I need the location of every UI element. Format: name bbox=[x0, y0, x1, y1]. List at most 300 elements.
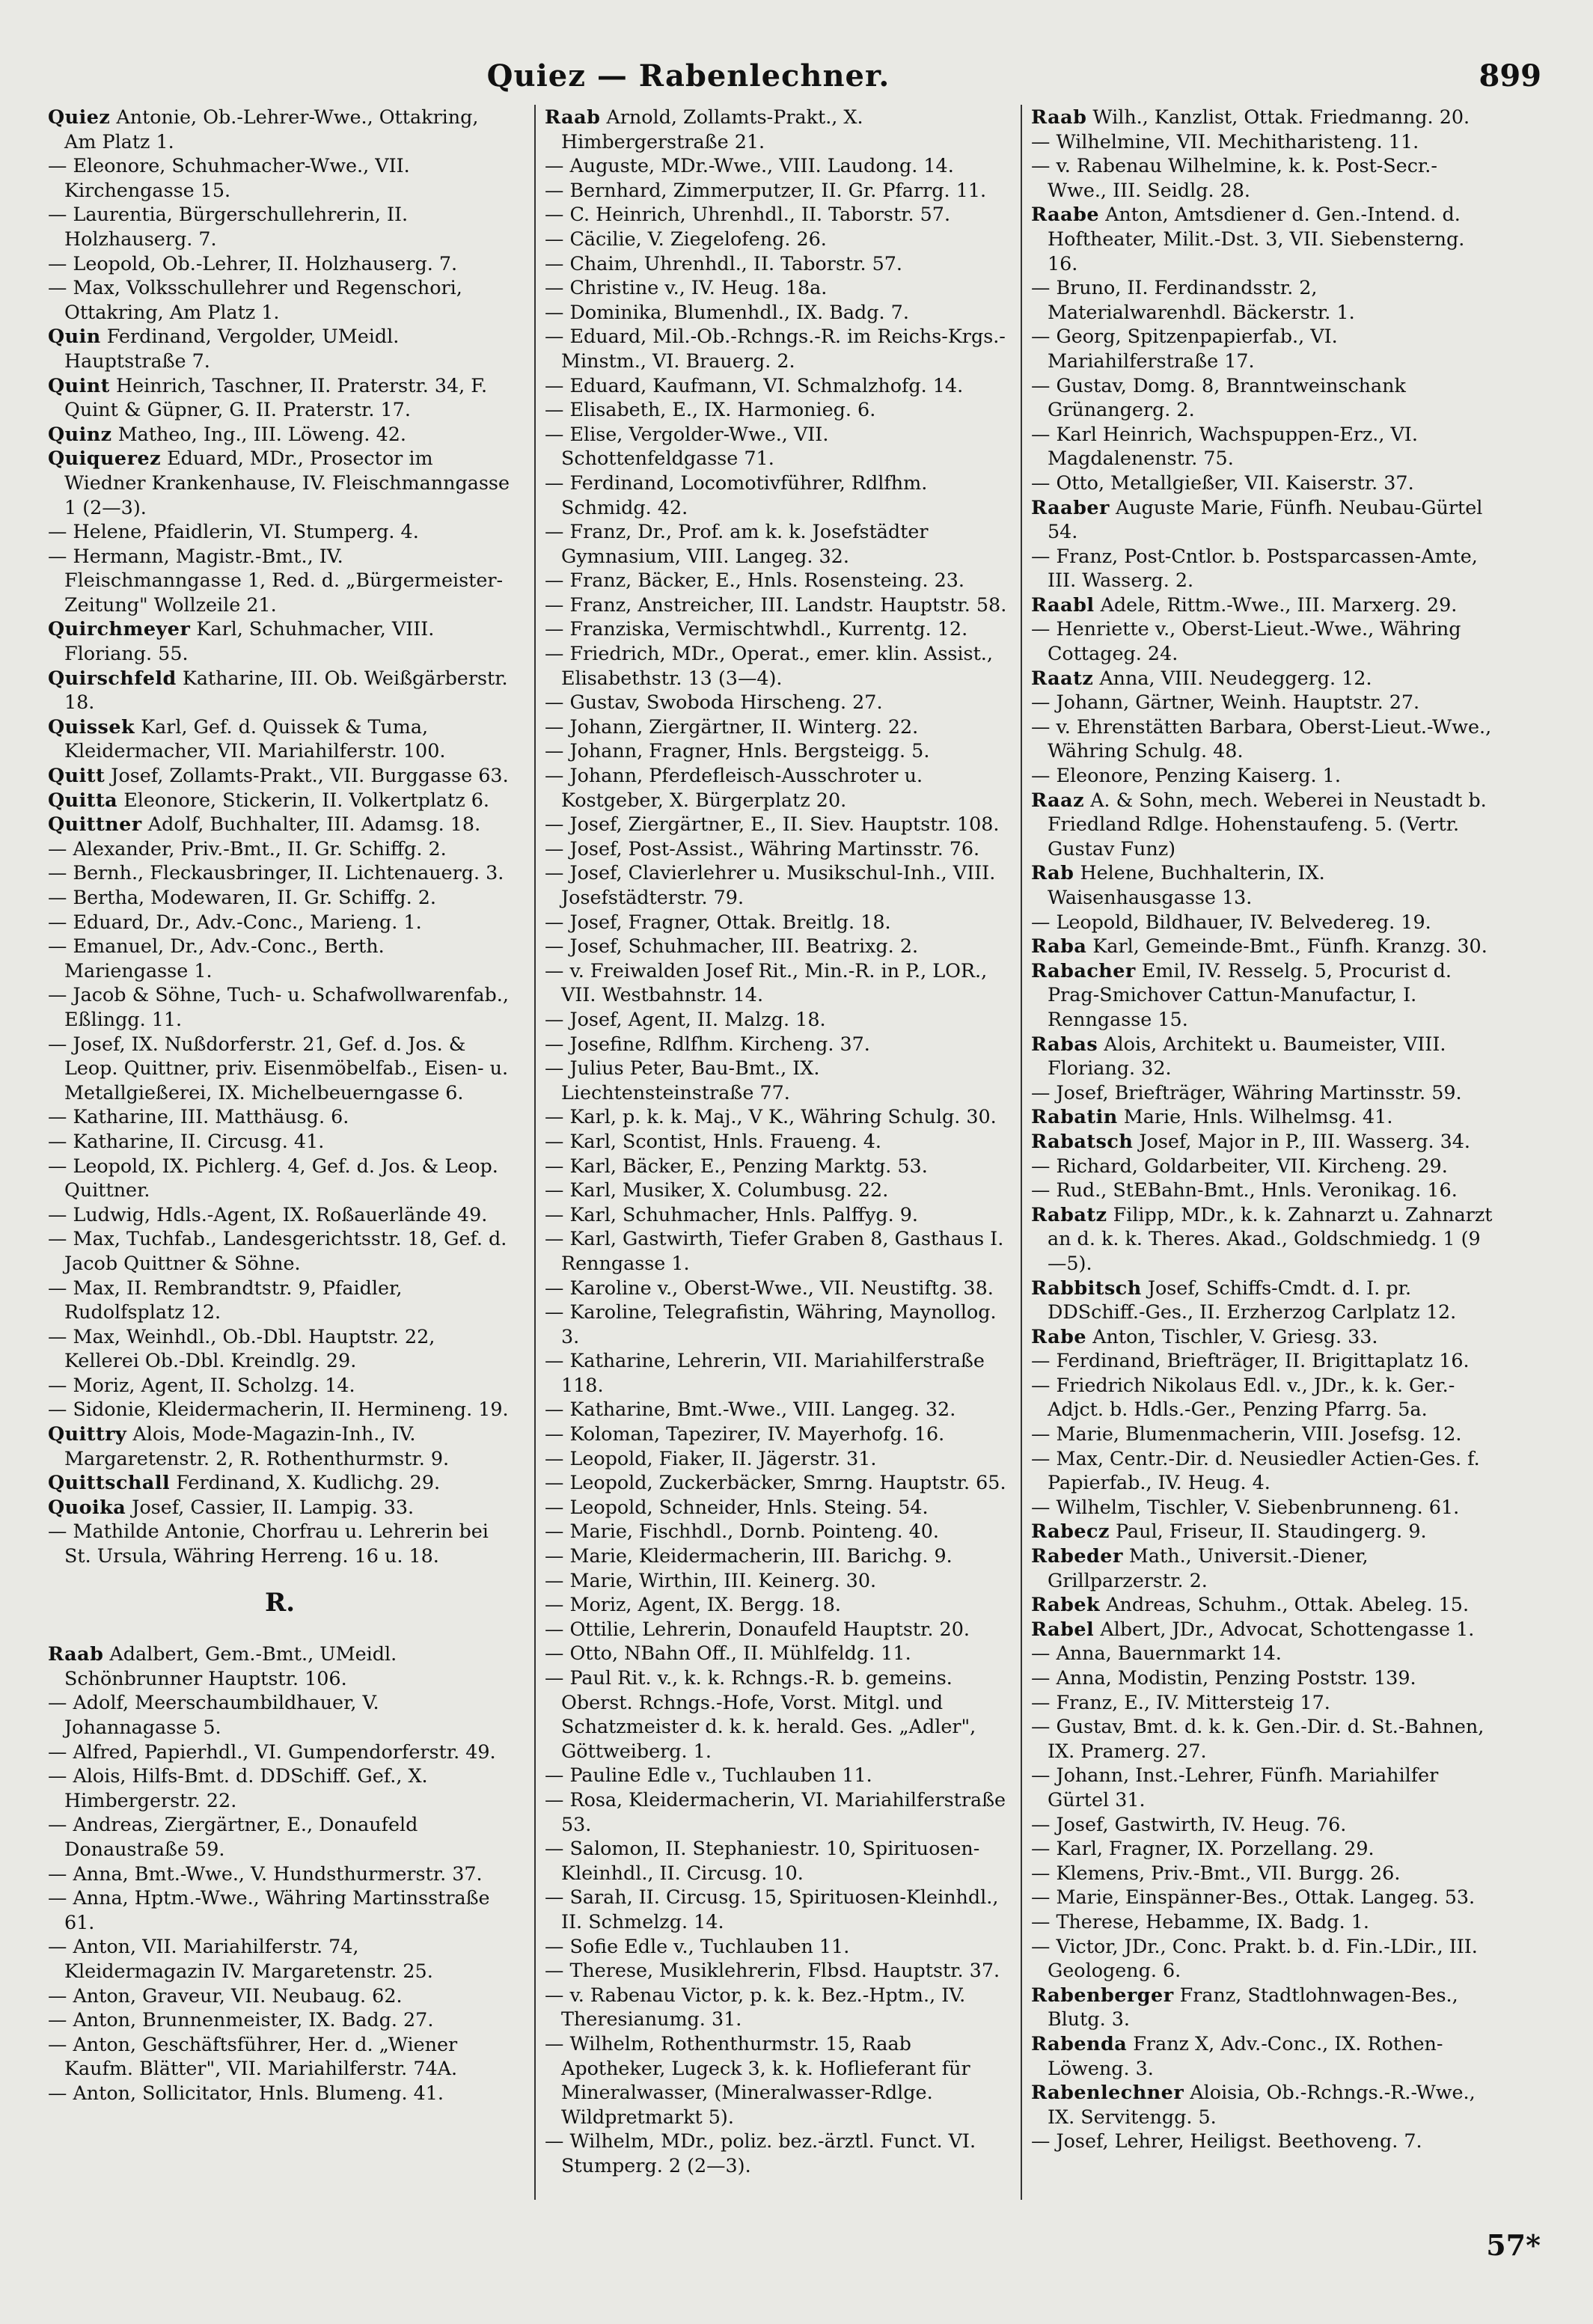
page-header bbox=[45, 52, 1541, 105]
entry-text: — Cäcilie, V. Ziegelofeng. 26. bbox=[545, 227, 827, 250]
entry-text: — Katharine, III. Matthäusg. 6. bbox=[48, 1105, 349, 1128]
entry-text: — Katharine, II. Circusg. 41. bbox=[48, 1129, 325, 1152]
entry-surname: Rabecz bbox=[1031, 1520, 1110, 1543]
entry-text: — Johann, Inst.-Lehrer, Fünfh. Mariahilfer Gürtel 31. bbox=[1031, 1764, 1439, 1811]
entry-surname: Quiquerez bbox=[48, 447, 162, 470]
entry-text: Adalbert, Gem.-Bmt., UMeidl. Schönbrunner Hauptstr. 106. bbox=[64, 1642, 397, 1690]
signature-mark: 57* bbox=[1486, 2228, 1541, 2262]
entry-text: — Wilhelm, Rothenthurmstr. 15, Raab Apotheker, Lugeck 3, k. k. Hoflieferant für Mineralwasser, (Mineralwasser-Rdlge. Wildpretmarkt 5). bbox=[545, 2031, 970, 2128]
directory-entry bbox=[48, 1470, 512, 1495]
directory-entry bbox=[1031, 324, 1495, 373]
entry-surname: Quin bbox=[48, 325, 101, 348]
entry-text: — Max, Volksschullehrer und Regenschori, Ottakring, Am Platz 1. bbox=[48, 276, 462, 323]
directory-entry bbox=[1031, 1690, 1495, 1715]
directory-entry bbox=[1031, 1276, 1495, 1324]
directory-entry bbox=[48, 982, 512, 1031]
entry-text: Eduard, MDr., Prosector im Wiedner Krankenhause, IV. Fleischmanngasse 1 (2—3). bbox=[64, 447, 510, 519]
directory-entry bbox=[1031, 593, 1495, 617]
entry-text: Ferdinand, Vergolder, UMeidl. Hauptstraße 7. bbox=[64, 325, 400, 372]
directory-entry bbox=[48, 2032, 512, 2081]
directory-entry bbox=[48, 1154, 512, 1202]
entry-text: — Johann, Pferdefleisch-Ausschroter u. Kostgeber, X. Bürgerplatz 20. bbox=[545, 764, 923, 811]
directory-entry bbox=[1031, 275, 1495, 324]
entry-text: — Josef, Fragner, Ottak. Breitlg. 18. bbox=[545, 910, 891, 933]
entry-surname: Quitt bbox=[48, 764, 106, 787]
entry-text: — Anton, Sollicitator, Hnls. Blumeng. 41. bbox=[48, 2081, 444, 2104]
directory-entry bbox=[545, 1446, 1009, 1471]
directory-entry bbox=[48, 251, 512, 276]
entry-text: — Otto, NBahn Off., II. Mühlfeldg. 11. bbox=[545, 1642, 911, 1665]
directory-entry bbox=[48, 715, 512, 763]
directory-entry bbox=[545, 1836, 1009, 1885]
directory-entry bbox=[545, 519, 1009, 568]
entry-surname: Raab bbox=[545, 106, 601, 128]
entry-text: — Moriz, Agent, IX. Bergg. 18. bbox=[545, 1593, 841, 1616]
entry-text: — Leopold, IX. Pichlerg. 4, Gef. d. Jos. & Leop. Quittner. bbox=[48, 1154, 498, 1202]
directory-entry bbox=[1031, 1666, 1495, 1690]
entry-text: — Leopold, Schneider, Hnls. Steing. 54. bbox=[545, 1495, 929, 1518]
directory-entry bbox=[545, 1422, 1009, 1446]
directory-entry bbox=[1031, 1519, 1495, 1544]
directory-entry bbox=[48, 812, 512, 837]
directory-entry bbox=[48, 934, 512, 982]
entry-surname: Rabenberger bbox=[1031, 1983, 1174, 2006]
entry-surname: Rabatin bbox=[1031, 1105, 1118, 1128]
directory-entry bbox=[1031, 958, 1495, 1032]
directory-entry bbox=[1031, 544, 1495, 593]
directory-entry bbox=[545, 1348, 1009, 1397]
entry-surname: Rabe bbox=[1031, 1324, 1087, 1348]
directory-entry bbox=[48, 1495, 512, 1520]
directory-entry bbox=[1031, 1836, 1495, 1861]
directory-entry bbox=[545, 1470, 1009, 1495]
entry-text: — Gustav, Swoboda Hirscheng. 27. bbox=[545, 691, 883, 714]
entry-text: — Max, Weinhdl., Ob.-Dbl. Hauptstr. 22, Kellerei Ob.-Dbl. Kreindlg. 29. bbox=[48, 1324, 435, 1372]
entry-surname: Rabatsch bbox=[1031, 1129, 1134, 1152]
entry-text: Paul, Friseur, II. Staudingerg. 9. bbox=[1116, 1520, 1427, 1543]
entry-text: — Karl Heinrich, Wachspuppen-Erz., VI. Magdalenenstr. 75. bbox=[1031, 422, 1418, 470]
directory-entry bbox=[1031, 1714, 1495, 1763]
entry-text: — Victor, JDr., Conc. Prakt. b. d. Fin.-LDir., III. Geologeng. 6. bbox=[1031, 1934, 1478, 1982]
entry-text: — Johann, Gärtner, Weinh. Hauptstr. 27. bbox=[1031, 691, 1420, 714]
entry-text: — Gustav, Domg. 8, Branntweinschank Grünangerg. 2. bbox=[1031, 373, 1406, 421]
entry-surname: Rabeder bbox=[1031, 1544, 1123, 1568]
directory-entry bbox=[545, 1178, 1009, 1202]
entry-text: — Karl, Musiker, X. Columbusg. 22. bbox=[545, 1178, 889, 1202]
directory-entry bbox=[545, 105, 1009, 153]
directory-entry bbox=[545, 617, 1009, 641]
entry-text: — Anna, Hptm.-Wwe., Währing Martinsstraße 61. bbox=[48, 1886, 490, 1933]
entry-surname: Quissek bbox=[48, 715, 135, 738]
directory-entry bbox=[545, 715, 1009, 739]
entry-text: — Max, Tuchfab., Landesgerichtsstr. 18, Gef. d. Jacob Quittner & Söhne. bbox=[48, 1227, 507, 1274]
directory-entry bbox=[545, 2129, 1009, 2177]
directory-entry bbox=[1031, 471, 1495, 495]
directory-entry bbox=[1031, 1544, 1495, 1592]
entry-text: Anton, Amtsdiener d. Gen.-Intend. d. Hoftheater, Milit.-Dst. 3, VII. Siebensterng. 16. bbox=[1048, 203, 1465, 275]
entry-text: — Leopold, Ob.-Lehrer, II. Holzhauserg. 7. bbox=[48, 251, 458, 275]
directory-entry bbox=[48, 1129, 512, 1154]
entry-text: Eleonore, Stickerin, II. Volkertplatz 6. bbox=[123, 788, 489, 811]
directory-entry bbox=[1031, 910, 1495, 935]
directory-entry bbox=[545, 2031, 1009, 2129]
directory-entry bbox=[48, 1397, 512, 1422]
entry-text: Karl, Gef. d. Quissek & Tuma, Kleidermacher, VII. Mariahilferstr. 100. bbox=[64, 715, 446, 762]
entry-list bbox=[48, 1642, 512, 2105]
directory-entry bbox=[545, 1397, 1009, 1422]
directory-entry bbox=[1031, 1885, 1495, 1909]
directory-entry bbox=[1031, 1446, 1495, 1495]
entry-text: Anna, VIII. Neudeggerg. 12. bbox=[1099, 666, 1372, 689]
entry-text: — Anna, Bmt.-Wwe., V. Hundsthurmerstr. 37. bbox=[48, 1862, 483, 1885]
directory-entry bbox=[545, 227, 1009, 251]
directory-entry bbox=[1031, 153, 1495, 202]
entry-text: — Sofie Edle v., Tuchlauben 11. bbox=[545, 1934, 850, 1957]
entry-surname: Quittry bbox=[48, 1422, 127, 1446]
entry-list bbox=[1031, 105, 1495, 2153]
entry-text: — Dominika, Blumenhdl., IX. Badg. 7. bbox=[545, 300, 909, 323]
entry-surname: Raab bbox=[48, 1642, 104, 1666]
directory-entry bbox=[545, 1958, 1009, 1983]
directory-entry bbox=[1031, 1641, 1495, 1666]
directory-entry bbox=[1031, 1422, 1495, 1446]
entry-text: — Eleonore, Schuhmacher-Wwe., VII. Kirchengasse 15. bbox=[48, 154, 410, 201]
entry-text: — Karl, Scontist, Hnls. Fraueng. 4. bbox=[545, 1129, 881, 1152]
entry-text: — Johann, Ziergärtner, II. Winterg. 22. bbox=[545, 715, 919, 738]
entry-text: — Leopold, Zuckerbäcker, Smrng. Hauptstr. 65. bbox=[545, 1471, 1006, 1494]
directory-entry bbox=[545, 251, 1009, 276]
directory-entry bbox=[1031, 666, 1495, 691]
entry-text: Adolf, Buchhalter, III. Adamsg. 18. bbox=[147, 813, 481, 836]
entry-text: — Josefine, Rdlfhm. Kircheng. 37. bbox=[545, 1032, 870, 1055]
entry-text: — Bernh., Fleckausbringer, II. Lichtenauerg. 3. bbox=[48, 861, 504, 884]
directory-entry bbox=[1031, 2031, 1495, 2080]
entry-surname: Quittner bbox=[48, 813, 142, 836]
directory-entry bbox=[48, 1764, 512, 1812]
directory-entry bbox=[1031, 690, 1495, 715]
directory-entry bbox=[1031, 2129, 1495, 2153]
entry-text: — Josef, Ziergärtner, E., II. Siev. Hauptstr. 108. bbox=[545, 813, 1000, 836]
entry-surname: Rabatz bbox=[1031, 1202, 1107, 1226]
directory-entry bbox=[545, 1641, 1009, 1666]
entry-text: Anton, Tischler, V. Griesg. 33. bbox=[1092, 1324, 1378, 1348]
entry-text: Filipp, MDr., k. k. Zahnarzt u. Zahnarzt an d. k. k. Theres. Akad., Goldschmiedg. 1 (9—5). bbox=[1048, 1202, 1493, 1274]
entry-text: — v. Freiwalden Josef Rit., Min.-R. in P., LOR., VII. Westbahnstr. 14. bbox=[545, 958, 988, 1006]
directory-entry bbox=[48, 763, 512, 788]
entry-surname: Raatz bbox=[1031, 666, 1094, 689]
entry-text: Adele, Rittm.-Wwe., III. Marxerg. 29. bbox=[1100, 593, 1458, 616]
entry-text: — Therese, Musiklehrerin, Flbsd. Hauptstr. 37. bbox=[545, 1959, 1000, 1982]
entry-text: — Wilhelm, MDr., poliz. bez.-ärztl. Funct. VI. Stumperg. 2 (2—3). bbox=[545, 2129, 976, 2177]
directory-entry bbox=[48, 837, 512, 861]
directory-entry bbox=[1031, 1129, 1495, 1154]
entry-text: — Rud., StEBahn-Bmt., Hnls. Veronikag. 16. bbox=[1031, 1178, 1458, 1202]
entry-surname: Raaz bbox=[1031, 788, 1085, 811]
entry-text: Alois, Mode-Magazin-Inh., IV. Margaretenstr. 2, R. Rothenthurmstr. 9. bbox=[64, 1422, 450, 1470]
entry-surname: Quirschfeld bbox=[48, 666, 177, 689]
entry-text: — v. Ehrenstätten Barbara, Oberst-Lieut.-Wwe., Währing Schulg. 48. bbox=[1031, 715, 1492, 762]
directory-entry bbox=[545, 178, 1009, 203]
entry-surname: Rabenlechner bbox=[1031, 2081, 1184, 2104]
directory-entry bbox=[48, 1642, 512, 1690]
entry-text: — Franziska, Vermischtwhdl., Kurrentg. 12. bbox=[545, 617, 968, 640]
directory-entry bbox=[1031, 1178, 1495, 1202]
entry-text: — Otto, Metallgießer, VII. Kaiserstr. 37. bbox=[1031, 471, 1414, 494]
entry-text: — Katharine, Bmt.-Wwe., VIII. Langeg. 32. bbox=[545, 1398, 956, 1421]
directory-entry bbox=[1031, 617, 1495, 665]
entry-text: — Franz, Post-Cntlor. b. Postsparcassen-Amte, III. Wasserg. 2. bbox=[1031, 544, 1478, 592]
entry-surname: Quitta bbox=[48, 788, 118, 811]
directory-entry bbox=[545, 275, 1009, 300]
directory-entry bbox=[545, 153, 1009, 178]
entry-text: — Emanuel, Dr., Adv.-Conc., Berth. Mariengasse 1. bbox=[48, 935, 385, 982]
entry-surname: Raabl bbox=[1031, 593, 1095, 616]
entry-surname: Rabas bbox=[1031, 1032, 1098, 1055]
directory-entry bbox=[1031, 422, 1495, 471]
entry-text: Andreas, Schuhm., Ottak. Abeleg. 15. bbox=[1106, 1593, 1470, 1616]
entry-text: — Auguste, MDr.-Wwe., VIII. Laudong. 14. bbox=[545, 154, 954, 177]
directory-entry bbox=[545, 1788, 1009, 1836]
entry-text: — Pauline Edle v., Tuchlauben 11. bbox=[545, 1764, 872, 1787]
entry-text: Franz X, Adv.-Conc., IX. Rothen-Löweng. 3. bbox=[1048, 2031, 1443, 2079]
entry-text: — Max, II. Rembrandtstr. 9, Pfaidler, Rudolfsplatz 12. bbox=[48, 1276, 403, 1324]
entry-text: — Josef, Agent, II. Malzg. 18. bbox=[545, 1007, 826, 1030]
directory-entry bbox=[48, 885, 512, 910]
entry-text: — v. Rabenau Wilhelmine, k. k. Post-Secr.-Wwe., III. Seidlg. 28. bbox=[1031, 154, 1437, 201]
directory-entry bbox=[48, 2081, 512, 2106]
entry-text: — Christine v., IV. Heug. 18a. bbox=[545, 276, 828, 299]
directory-entry bbox=[48, 1226, 512, 1275]
entry-text: Ferdinand, X. Kudlichg. 29. bbox=[176, 1471, 441, 1494]
entry-text: — Karoline v., Oberst-Wwe., VII. Neustiftg. 38. bbox=[545, 1276, 994, 1299]
directory-entry bbox=[1031, 715, 1495, 763]
entry-surname: Quittschall bbox=[48, 1471, 171, 1494]
entry-text: — Ludwig, Hdls.-Agent, IX. Roßauerlände 49. bbox=[48, 1202, 488, 1226]
entry-text: Arnold, Zollamts-Prakt., X. Himbergerstraße 21. bbox=[561, 106, 863, 153]
entry-text: Helene, Buchhalterin, IX. Waisenhausgasse 13. bbox=[1048, 861, 1325, 908]
directory-entry bbox=[1031, 1032, 1495, 1080]
column-1 bbox=[48, 105, 512, 2200]
entry-text: Math., Universit.-Diener, Grillparzerstr. 2. bbox=[1048, 1544, 1369, 1591]
column-3 bbox=[1031, 105, 1495, 2200]
entry-text: — Franz, Dr., Prof. am k. k. Josefstädter Gymnasium, VIII. Langeg. 32. bbox=[545, 520, 929, 567]
directory-entry bbox=[1031, 202, 1495, 275]
running-title: Quiez — Rabenlechner. bbox=[486, 58, 890, 94]
directory-entry bbox=[48, 1862, 512, 1886]
directory-entry bbox=[48, 1740, 512, 1764]
directory-entry bbox=[48, 1104, 512, 1129]
entry-text: Alois, Architekt u. Baumeister, VIII. Floriang. 32. bbox=[1048, 1032, 1446, 1080]
directory-entry bbox=[1031, 1080, 1495, 1105]
entry-list bbox=[545, 105, 1009, 2177]
entry-surname: Quinz bbox=[48, 422, 112, 445]
entry-surname: Raab bbox=[1031, 106, 1087, 128]
directory-entry bbox=[48, 202, 512, 251]
directory-entry bbox=[48, 446, 512, 519]
entry-surname: Quint bbox=[48, 373, 110, 397]
directory-entry bbox=[48, 105, 512, 153]
entry-text: — Elisabeth, E., IX. Harmonieg. 6. bbox=[545, 398, 876, 421]
entry-text: — Katharine, Lehrerin, VII. Mariahilferstraße 118. bbox=[545, 1349, 985, 1396]
entry-text: — Eduard, Kaufmann, VI. Schmalzhofg. 14. bbox=[545, 373, 964, 397]
entry-text: — Josef, Briefträger, Währing Martinsstr. 59. bbox=[1031, 1080, 1462, 1104]
directory-entry bbox=[1031, 1861, 1495, 1886]
entry-text: — Jacob & Söhne, Tuch- u. Schafwollwarenfab., Eßlingg. 11. bbox=[48, 983, 509, 1030]
entry-text: Katharine, III. Ob. Weißgärberstr. 18. bbox=[64, 666, 508, 714]
entry-text: — Ferdinand, Locomotivführer, Rdlfhm. Schmidg. 42. bbox=[545, 471, 928, 519]
entry-text: — Wilhelm, Tischler, V. Siebenbrunneng. 61. bbox=[1031, 1495, 1460, 1518]
entry-text: — Josef, IX. Nußdorferstr. 21, Gef. d. Jos. & Leop. Quittner, priv. Eisenmöbelfab., Eisen- u. Metallgießerei, IX. Michelbeuerngasse 6. bbox=[48, 1032, 509, 1104]
entry-text: — Franz, Bäcker, E., Hnls. Rosensteing. 23. bbox=[545, 569, 964, 592]
entry-text: — Hermann, Magistr.-Bmt., IV. Fleischmanngasse 1, Red. d. „Bürgermeister-Zeitung" Wollzeile 21. bbox=[48, 544, 504, 616]
directory-entry bbox=[545, 1104, 1009, 1129]
directory-entry bbox=[48, 1276, 512, 1324]
entry-text: — Paul Rit. v., k. k. Rchngs.-R. b. gemeins. Oberst. Rchngs.-Hofe, Vorst. Mitgl. und Schatzmeister d. k. k. herald. Ges. „Adler", Göttweiberg. 1. bbox=[545, 1666, 976, 1762]
entry-text: — Henriette v., Oberst-Lieut.-Wwe., Währing Cottageg. 24. bbox=[1031, 617, 1461, 665]
entry-text: — Karl, p. k. k. Maj., V K., Währing Schulg. 30. bbox=[545, 1105, 997, 1128]
directory-entry bbox=[545, 300, 1009, 325]
entry-text: — Karl, Schuhmacher, Hnls. Palffyg. 9. bbox=[545, 1202, 918, 1226]
directory-entry bbox=[545, 910, 1009, 935]
entry-text: — Anna, Bauernmarkt 14. bbox=[1031, 1642, 1282, 1665]
entry-text: A. & Sohn, mech. Weberei in Neustadt b. Friedland Rdlge. Hohenstaufeng. 5. (Vertr. Gustav Funz) bbox=[1048, 788, 1487, 860]
entry-text: — Friedrich, MDr., Operat., emer. klin. Assist., Elisabethstr. 13 (3—4). bbox=[545, 642, 993, 689]
entry-text: Matheo, Ing., III. Löweng. 42. bbox=[117, 422, 406, 445]
letter-heading: R. bbox=[264, 1587, 296, 1618]
entry-text: — Georg, Spitzenpapierfab., VI. Mariahilferstraße 17. bbox=[1031, 325, 1338, 372]
directory-entry bbox=[1031, 1373, 1495, 1422]
entry-text: — Marie, Einspänner-Bes., Ottak. Langeg. 53. bbox=[1031, 1886, 1476, 1909]
directory-entry bbox=[545, 860, 1009, 909]
directory-entry bbox=[545, 1983, 1009, 2031]
directory-entry bbox=[545, 593, 1009, 617]
entry-text: — Gustav, Bmt. d. k. k. Gen.-Dir. d. St.-Bahnen, IX. Pramerg. 27. bbox=[1031, 1715, 1485, 1762]
entry-text: — Karl, Gastwirth, Tiefer Graben 8, Gasthaus I. Renngasse 1. bbox=[545, 1227, 1004, 1274]
entry-surname: Raaber bbox=[1031, 495, 1110, 519]
column-divider bbox=[1021, 105, 1022, 2200]
entry-text: — Anton, VII. Mariahilferstr. 74, Kleidermagazin IV. Margaretenstr. 25. bbox=[48, 1935, 433, 1982]
directory-entry bbox=[48, 1690, 512, 1739]
entry-text: — Moriz, Agent, II. Scholzg. 14. bbox=[48, 1373, 355, 1396]
entry-text: — Karl, Bäcker, E., Penzing Marktg. 53. bbox=[545, 1154, 928, 1177]
directory-entry bbox=[48, 1812, 512, 1861]
entry-text: Albert, JDr., Advocat, Schottengasse 1. bbox=[1100, 1617, 1475, 1640]
directory-entry bbox=[545, 763, 1009, 812]
directory-entry bbox=[1031, 129, 1495, 154]
entry-text: — Adolf, Meerschaumbildhauer, V. Johannagasse 5. bbox=[48, 1691, 379, 1738]
entry-text: — Alois, Hilfs-Bmt. d. DDSchiff. Gef., X. Himbergerstr. 22. bbox=[48, 1764, 428, 1811]
directory-entry bbox=[545, 397, 1009, 422]
directory-entry bbox=[48, 1984, 512, 2008]
entry-text: Heinrich, Taschner, II. Praterstr. 34, F. Quint & Güpner, G. II. Praterstr. 17. bbox=[64, 373, 488, 421]
entry-text: Marie, Hnls. Wilhelmsg. 41. bbox=[1123, 1105, 1393, 1128]
directory-entry bbox=[545, 1544, 1009, 1568]
entry-text: — Max, Centr.-Dir. d. Neusiedler Actien-Ges. f. Papierfab., IV. Heug. 4. bbox=[1031, 1446, 1480, 1494]
entry-text: — Sarah, II. Circusg. 15, Spirituosen-Kleinhdl., II. Schmelzg. 14. bbox=[545, 1886, 999, 1933]
directory-entry bbox=[1031, 860, 1495, 909]
directory-entry bbox=[545, 1056, 1009, 1104]
entry-surname: Rab bbox=[1031, 861, 1074, 884]
directory-entry bbox=[48, 1373, 512, 1398]
directory-entry bbox=[545, 958, 1009, 1007]
entry-text: — Elise, Vergolder-Wwe., VII. Schottenfeldgasse 71. bbox=[545, 422, 829, 470]
directory-entry bbox=[545, 1568, 1009, 1593]
directory-entry bbox=[545, 422, 1009, 471]
entry-text: — Salomon, II. Stephaniestr. 10, Spirituosen-Kleinhdl., II. Circusg. 10. bbox=[545, 1837, 980, 1884]
entry-text: Josef, Schiffs-Cmdt. d. I. pr. DDSchiff.-Ges., II. Erzherzog Carlplatz 12. bbox=[1048, 1276, 1457, 1324]
directory-entry bbox=[545, 641, 1009, 690]
directory-entry bbox=[545, 1129, 1009, 1154]
entry-text: — Eduard, Dr., Adv.-Conc., Marieng. 1. bbox=[48, 910, 422, 933]
entry-text: — Josef, Gastwirth, IV. Heug. 76. bbox=[1031, 1812, 1347, 1835]
column-2 bbox=[545, 105, 1009, 2200]
directory-entry bbox=[1031, 373, 1495, 422]
entry-text: — Anton, Brunnenmeister, IX. Badg. 27. bbox=[48, 2008, 434, 2031]
directory-entry bbox=[1031, 495, 1495, 544]
entry-text: — Koloman, Tapezirer, IV. Mayerhofg. 16. bbox=[545, 1422, 945, 1446]
directory-entry bbox=[1031, 2080, 1495, 2129]
entry-text: — Josef, Post-Assist., Währing Martinsstr. 76. bbox=[545, 837, 980, 860]
entry-text: Aloisia, Ob.-Rchngs.-R.-Wwe., IX. Servitengg. 5. bbox=[1048, 2081, 1476, 2128]
directory-entry bbox=[48, 275, 512, 324]
entry-text: — Marie, Fischhdl., Dornb. Pointeng. 40. bbox=[545, 1520, 940, 1543]
directory-entry bbox=[48, 153, 512, 202]
entry-text: Karl, Gemeinde-Bmt., Fünfh. Kranzg. 30. bbox=[1092, 935, 1487, 958]
entry-text: — Johann, Fragner, Hnls. Bergsteigg. 5. bbox=[545, 739, 930, 762]
entry-surname: Quiez bbox=[48, 106, 111, 128]
directory-entry bbox=[545, 1885, 1009, 1933]
entry-text: Wilh., Kanzlist, Ottak. Friedmanng. 20. bbox=[1092, 106, 1470, 128]
entry-text: — Marie, Kleidermacherin, III. Barichg. 9. bbox=[545, 1544, 953, 1568]
entry-surname: Rabek bbox=[1031, 1593, 1101, 1616]
directory-entry bbox=[48, 2007, 512, 2032]
entry-text: — Bernhard, Zimmerputzer, II. Gr. Pfarrg. 11. bbox=[545, 178, 987, 201]
directory-entry bbox=[1031, 1763, 1495, 1811]
directory-entry bbox=[1031, 1812, 1495, 1837]
entry-surname: Raba bbox=[1031, 935, 1087, 958]
directory-entry bbox=[1031, 1909, 1495, 1934]
entry-text: — Wilhelmine, VII. Mechitharisteng. 11. bbox=[1031, 129, 1419, 153]
entry-text: Franz, Stadtlohnwagen-Bes., Blutg. 3. bbox=[1048, 1983, 1458, 2031]
directory-entry bbox=[545, 324, 1009, 373]
page-number: 899 bbox=[1479, 58, 1541, 94]
directory-entry bbox=[48, 544, 512, 617]
entry-text: — Franz, E., IV. Mittersteig 17. bbox=[1031, 1690, 1330, 1713]
directory-entry bbox=[1031, 1617, 1495, 1642]
entry-text: — Josef, Clavierlehrer u. Musikschul-Inh., VIII. Josefstädterstr. 79. bbox=[545, 861, 996, 908]
directory-entry bbox=[1031, 763, 1495, 788]
directory-entry bbox=[1031, 1592, 1495, 1617]
directory-entry bbox=[545, 202, 1009, 227]
directory-entry bbox=[48, 666, 512, 715]
entry-text: — Alfred, Papierhdl., VI. Gumpendorferstr. 49. bbox=[48, 1740, 496, 1763]
entry-text: — Julius Peter, Bau-Bmt., IX. Liechtensteinstraße 77. bbox=[545, 1056, 820, 1104]
entry-text: — Eleonore, Penzing Kaiserg. 1. bbox=[1031, 764, 1341, 787]
directory-entry bbox=[545, 812, 1009, 837]
entry-surname: Rabel bbox=[1031, 1617, 1095, 1640]
entry-text: — Sidonie, Kleidermacherin, II. Hermineng. 19. bbox=[48, 1398, 509, 1421]
directory-entry bbox=[545, 1226, 1009, 1275]
directory-entry bbox=[545, 934, 1009, 958]
entry-text: — Klemens, Priv.-Bmt., VII. Burgg. 26. bbox=[1031, 1861, 1401, 1884]
directory-entry bbox=[1031, 1202, 1495, 1276]
entry-text: — Helene, Pfaidlerin, VI. Stumperg. 4. bbox=[48, 520, 419, 543]
directory-entry bbox=[1031, 1104, 1495, 1129]
entry-text: Josef, Cassier, II. Lampig. 33. bbox=[132, 1495, 415, 1518]
directory-entry bbox=[48, 1422, 512, 1470]
directory-entry bbox=[1031, 1324, 1495, 1349]
directory-entry bbox=[1031, 1348, 1495, 1373]
